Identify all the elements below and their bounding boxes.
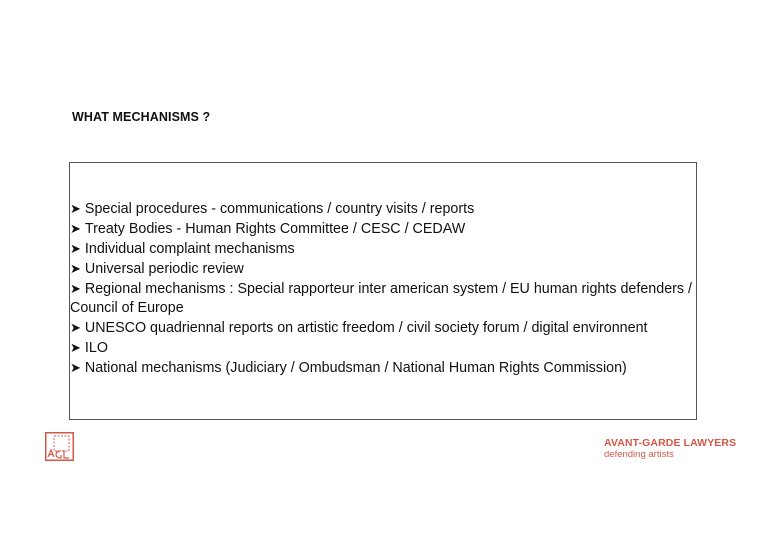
page-title: WHAT MECHANISMS ?: [72, 110, 211, 124]
list-item: [70, 358, 698, 378]
list-item: [70, 259, 698, 279]
list-item: [70, 219, 698, 239]
arrow-bullet-icon: ➤: [70, 241, 81, 256]
list-item: [70, 199, 698, 219]
list-item-text: ILO: [84, 340, 108, 356]
list-item: [70, 318, 698, 338]
list-item: [70, 338, 698, 358]
list-item-text: National mechanisms (Judiciary / Ombudsman / National Human Rights Commission): [84, 360, 627, 376]
arrow-bullet-icon: ➤: [70, 261, 81, 276]
brand-block: [604, 437, 736, 460]
list-item-text: Universal periodic review: [84, 261, 244, 277]
list-item-text: Special procedures - communications / country visits / reports: [84, 201, 475, 217]
arrow-bullet-icon: ➤: [70, 320, 81, 335]
mechanisms-list: [70, 199, 698, 378]
brand-tagline: defending artists: [604, 449, 674, 460]
arrow-bullet-icon: ➤: [70, 340, 81, 355]
list-item: [70, 239, 698, 259]
arrow-bullet-icon: ➤: [70, 360, 81, 375]
list-item-text: Treaty Bodies - Human Rights Committee / CESC / CEDAW: [84, 221, 466, 237]
list-item-text: UNESCO quadriennal reports on artistic freedom / civil society forum / digital environnent: [84, 320, 648, 336]
arrow-bullet-icon: ➤: [70, 201, 81, 216]
list-item: [70, 279, 698, 318]
arrow-bullet-icon: ➤: [70, 281, 81, 296]
mechanisms-box: [69, 162, 697, 420]
arrow-bullet-icon: ➤: [70, 221, 81, 236]
list-item-text: Individual complaint mechanisms: [84, 241, 295, 257]
agl-logo-icon: [45, 432, 74, 461]
brand-name: AVANT-GARDE LAWYERS: [604, 437, 737, 449]
list-item-text: Regional mechanisms : Special rapporteur inter american system / EU human rights defenders / Council of Europe: [70, 281, 693, 316]
